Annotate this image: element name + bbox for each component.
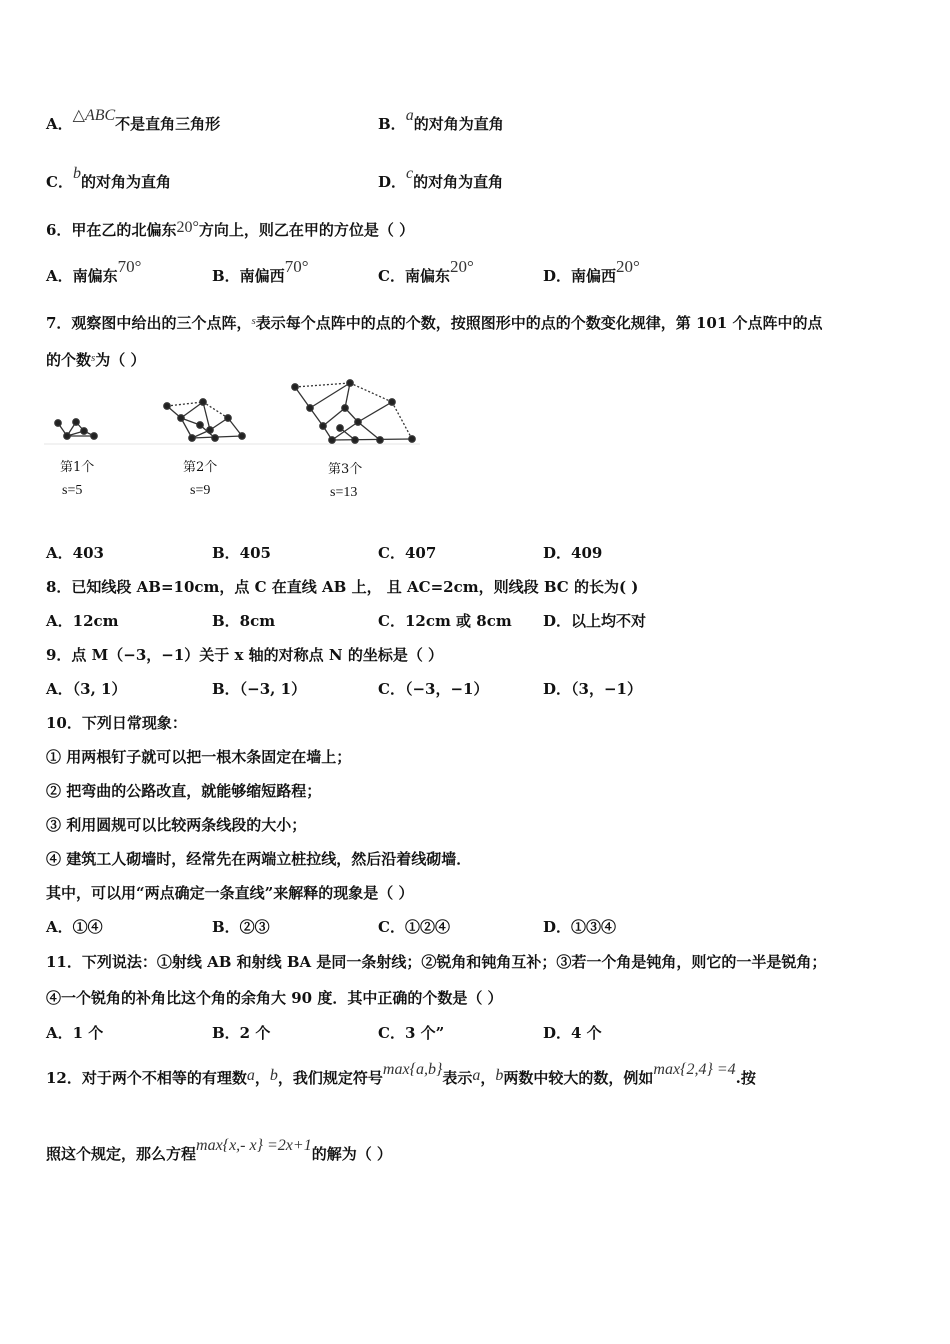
equation-math: max{x,- x} =2x+1 — [196, 1137, 312, 1154]
max-example-math: max{2,4} =4 — [653, 1061, 736, 1078]
q9-option-d: D．（3，−1） — [543, 680, 642, 698]
q5-option-c: C．b的对角为直角 — [46, 165, 171, 191]
q5-option-a: A．△ABC不是直角三角形 — [46, 107, 221, 133]
q7-option-d: D．409 — [543, 544, 603, 562]
q10-question: 其中，可以用“两点确定一条直线”来解释的现象是（ ） — [46, 884, 414, 902]
q5-option-b: B．a的对角为直角 — [378, 107, 504, 133]
q7-stem-line2: 的个数$^s$为（ ） — [46, 351, 146, 369]
q6-option-d: D．南偏西20° — [543, 257, 640, 285]
max-ab-math: max{a,b} — [382, 1061, 443, 1078]
q6-stem: 6．甲在乙的北偏东20°方向上，则乙在甲的方位是（ ） — [46, 219, 415, 239]
q5-option-d: D．c的对角为直角 — [378, 165, 504, 191]
q9-option-c: C．（−3，−1） — [378, 680, 489, 698]
q10-option-c: C．①②④ — [378, 918, 450, 936]
lattice-2 — [164, 399, 245, 441]
figure-3-value: s=13 — [330, 485, 358, 500]
q6-option-c: C．南偏东20° — [378, 257, 474, 285]
q12-stem-line1: 12．对于两个不相等的有理数a，b，我们规定符号max{a,b}表示a，b两数中较大的数，例如max{2,4} =4.按 — [46, 1061, 756, 1087]
figure-1-value: s=5 — [62, 483, 83, 498]
q8-option-b: B．8cm — [212, 612, 276, 630]
q6-option-a: A．南偏东70° — [46, 257, 142, 285]
q11-option-a: A．1 个 — [46, 1024, 104, 1042]
lattice-3 — [292, 380, 415, 443]
figure-3-caption: 第3个 — [328, 462, 363, 477]
q10-item-3: ③ 利用圆规可以比较两条线段的大小； — [46, 816, 307, 834]
q10-option-a: A．①④ — [46, 918, 103, 936]
figure-2-value: s=9 — [190, 483, 211, 498]
q7-option-c: C．407 — [378, 544, 437, 562]
q8-option-c: C．12cm 或 8cm — [378, 612, 512, 630]
q8-option-d: D．以上均不对 — [543, 612, 647, 630]
triangle-abc-math: △ABC — [72, 107, 116, 124]
q10-option-d: D．①③④ — [543, 918, 617, 936]
q11-stem-line1: 11．下列说法：①射线 AB 和射线 BA 是同一条射线；②锐角和钝角互补；③若一个角是钝角，则它的一半是锐角； — [46, 953, 827, 971]
q11-stem-line2: ④一个锐角的补角比这个角的余角大 90 度．其中正确的个数是（ ） — [46, 989, 503, 1007]
q10-item-2: ② 把弯曲的公路改直，就能够缩短路程； — [46, 782, 322, 800]
q9-option-b: B．（−3, 1） — [212, 680, 307, 698]
q10-stem: 10．下列日常现象： — [46, 714, 187, 732]
figure-1-caption: 第1个 — [60, 460, 95, 475]
q10-option-b: B．②③ — [212, 918, 270, 936]
dot-lattice-figure — [40, 378, 440, 508]
lattice-1 — [55, 419, 97, 439]
q11-option-d: D．4 个 — [543, 1024, 602, 1042]
q9-stem: 9．点 M（−3，−1）关于 x 轴的对称点 N 的坐标是（ ） — [46, 646, 444, 664]
q6-option-b: B．南偏西70° — [212, 257, 309, 285]
q12-stem-line2: 照这个规定，那么方程max{x,- x} =2x+1的解为（ ） — [46, 1137, 392, 1163]
figure-2-caption: 第2个 — [183, 460, 218, 475]
q7-option-b: B．405 — [212, 544, 271, 562]
q10-item-4: ④ 建筑工人砌墙时，经常先在两端立桩拉线，然后沿着线砌墙． — [46, 850, 472, 868]
q11-option-b: B．2 个 — [212, 1024, 271, 1042]
q7-stem-line1: 7．观察图中给出的三个点阵，$^s$表示每个点阵中的点的个数，按照图形中的点的个数变化规律，第 101 个点阵中的点 — [46, 314, 823, 332]
q7-option-a: A．403 — [46, 544, 104, 562]
q9-option-a: A．（3, 1） — [46, 680, 127, 698]
q8-stem: 8．已知线段 AB=10cm，点 C 在直线 AB 上， 且 AC=2cm，则线段 BC 的长为( ) — [46, 578, 639, 596]
q11-option-c: C．3 个” — [378, 1024, 445, 1042]
q8-option-a: A．12cm — [46, 612, 119, 630]
q10-item-1: ① 用两根钉子就可以把一根木条固定在墙上； — [46, 748, 352, 766]
